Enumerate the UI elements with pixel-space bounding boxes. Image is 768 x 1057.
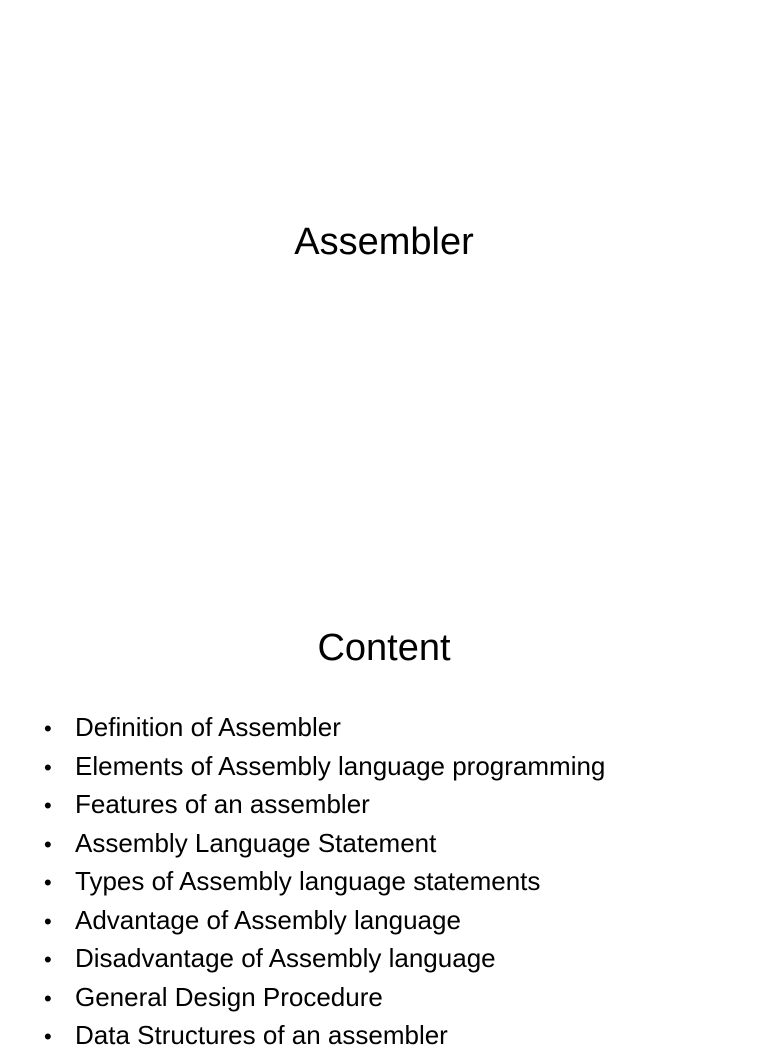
bullet-icon: •	[44, 754, 52, 780]
list-item	[44, 1016, 605, 1055]
bullet-text: Data Structures of an assembler	[75, 1020, 448, 1050]
slide-title: Assembler	[294, 221, 474, 263]
bullet-icon: •	[44, 985, 52, 1011]
bullet-icon: •	[44, 831, 52, 857]
bullet-icon: •	[44, 716, 52, 741]
bullet-text: Advantage of Assembly language	[75, 904, 461, 935]
bullet-text: Disadvantage of Assembly language	[75, 943, 496, 973]
bullet-icon: •	[44, 793, 52, 818]
bullet-icon: •	[44, 870, 52, 895]
bullet-icon: •	[44, 1024, 52, 1049]
list-item	[44, 939, 605, 978]
list-item	[44, 785, 605, 824]
bullet-text: Definition of Assembler	[75, 712, 341, 742]
bullet-text: General Design Procedure	[75, 981, 383, 1012]
content-bullet-list	[44, 708, 605, 1055]
list-item	[44, 708, 605, 747]
bullet-text: Elements of Assembly language programming	[75, 750, 606, 781]
bullet-icon: •	[44, 908, 52, 934]
slide-2	[0, 576, 768, 1050]
list-item	[44, 901, 605, 940]
list-item	[44, 747, 605, 786]
list-item	[44, 824, 605, 863]
slide-title: Content	[317, 627, 451, 669]
bullet-text: Assembly Language Statement	[75, 827, 437, 858]
bullet-text: Types of Assembly language statements	[75, 866, 541, 896]
list-item	[44, 978, 605, 1017]
bullet-icon: •	[44, 947, 52, 972]
list-item	[44, 862, 605, 901]
bullet-text: Features of an assembler	[75, 789, 370, 819]
